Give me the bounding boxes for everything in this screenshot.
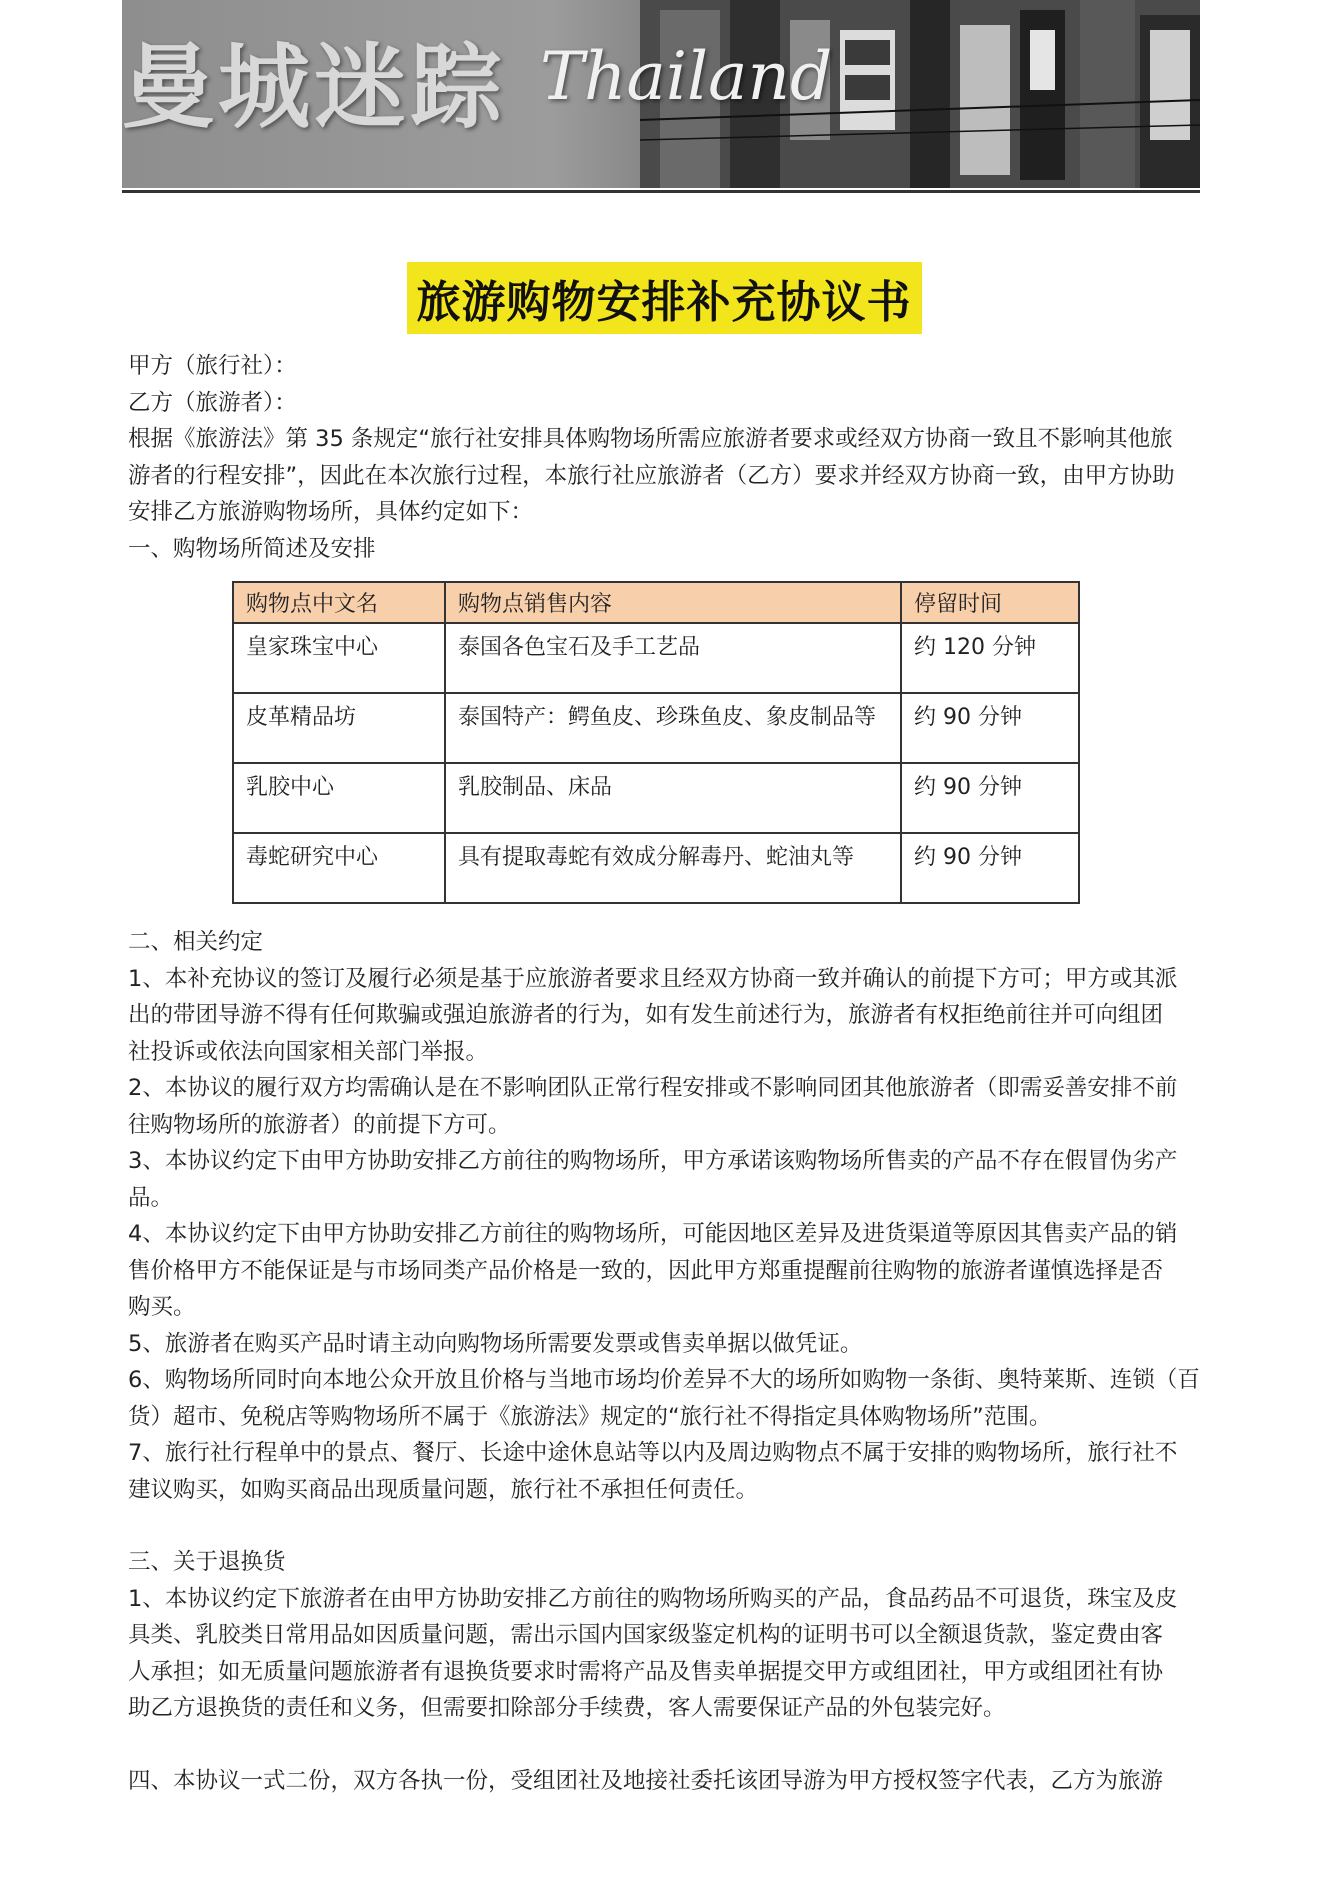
section-3-line: 助乙方退换货的责任和义务，但需要扣除部分手续费，客人需要保证产品的外包装完好。 [128, 1695, 1006, 1721]
table-row [233, 693, 1079, 763]
table-row [233, 623, 1079, 693]
table-row [233, 833, 1079, 903]
section-2-line: 往购物场所的旅游者）的前提下方可。 [128, 1111, 511, 1138]
table-cell: 具有提取毒蛇有效成分解毒丹、蛇油丸等 [445, 833, 901, 903]
intro-line: 游者的行程安排”，因此在本次旅行过程，本旅行社应旅游者（乙方）要求并经双方协商一致，由甲方协助 [128, 462, 1175, 489]
table-header: 停留时间 [901, 582, 1079, 623]
table-cell: 约 120 分钟 [901, 623, 1079, 693]
table-cell: 皇家珠宝中心 [233, 623, 445, 693]
table-cell: 约 90 分钟 [901, 763, 1079, 833]
section-3-heading: 三、关于退换货 [128, 1549, 286, 1575]
section-2-line: 3、本协议约定下由甲方协助安排乙方前往的购物场所，甲方承诺该购物场所售卖的产品不存在假冒伪劣产 [128, 1148, 1178, 1174]
table-header: 购物点销售内容 [445, 582, 901, 623]
table-cell: 皮革精品坊 [233, 693, 445, 763]
document-body [128, 262, 1200, 1799]
section-2-line: 2、本协议的履行双方均需确认是在不影响团队正常行程安排或不影响同团其他旅游者（即需妥善安排不前 [128, 1075, 1178, 1101]
section-2-line: 货）超市、免税店等购物场所不属于《旅游法》规定的“旅行社不得指定具体购物场所”范围。 [128, 1403, 1052, 1430]
party-b-label: 乙方（旅游者）： [128, 389, 297, 416]
spacer [128, 1727, 1200, 1763]
section-2-line: 售价格甲方不能保证是与市场同类产品价格是一致的，因此甲方郑重提醒前往购物的旅游者谨慎选择是否 [128, 1257, 1164, 1284]
brand-title-en: Thailand [540, 38, 833, 115]
section-2-line: 1、本补充协议的签订及履行必须是基于应旅游者要求且经双方协商一致并确认的前提下方可；甲方或其派 [128, 965, 1178, 992]
section-2-line: 7、旅行社行程单中的景点、餐厅、长途中途休息站等以内及周边购物点不属于安排的购物场所，旅行社不 [128, 1440, 1178, 1466]
table-cell: 约 90 分钟 [901, 693, 1079, 763]
section-3-line: 1、本协议约定下旅游者在由甲方协助安排乙方前往的购物场所购买的产品，食品药品不可退货，珠宝及皮 [128, 1585, 1178, 1612]
section-2-line: 社投诉或依法向国家相关部门举报。 [128, 1038, 489, 1065]
intro-line: 安排乙方旅游购物场所，具体约定如下： [128, 499, 534, 525]
title-wrap [128, 262, 1200, 334]
section-2-line: 购买。 [128, 1294, 196, 1320]
table-header: 购物点中文名 [233, 582, 445, 623]
table-cell: 乳胶制品、床品 [445, 763, 901, 833]
section-2-line: 4、本协议约定下由甲方协助安排乙方前往的购物场所，可能因地区差异及进货渠道等原因其售卖产品的销 [128, 1221, 1178, 1247]
header-divider [122, 190, 1200, 193]
section-1-heading: 一、购物场所简述及安排 [128, 535, 376, 562]
section-3-line: 具类、乳胶类日常用品如因质量问题，需出示国内国家级鉴定机构的证明书可以全额退货款，鉴定费由客 [128, 1622, 1164, 1648]
section-2-heading: 二、相关约定 [128, 929, 264, 955]
shopping-table [232, 581, 1080, 904]
section-2-line: 出的带团导游不得有任何欺骗或强迫旅游者的行为，如有发生前述行为，旅游者有权拒绝前往并可向组团 [128, 1002, 1164, 1028]
party-a-label: 甲方（旅行社）： [128, 353, 297, 379]
intro-line: 根据《旅游法》第 35 条规定“旅行社安排具体购物场所需应旅游者要求或经双方协商一致且不影响其他旅 [128, 426, 1173, 452]
table-cell: 约 90 分钟 [901, 833, 1079, 903]
spacer [128, 1508, 1200, 1544]
table-cell: 毒蛇研究中心 [233, 833, 445, 903]
section-2-line: 5、旅游者在购买产品时请主动向购物场所需要发票或售卖单据以做凭证。 [128, 1330, 863, 1357]
table-cell: 乳胶中心 [233, 763, 445, 833]
table-row [233, 763, 1079, 833]
section-2-line: 6、购物场所同时向本地公众开放且价格与当地市场均价差异不大的场所如购物一条街、奥特莱斯、连锁（百 [128, 1367, 1200, 1393]
brand-title-cn: 曼城迷踪 [122, 33, 507, 141]
header-banner [122, 0, 1200, 188]
section-2-line: 建议购买，如购买商品出现质量问题，旅行社不承担任何责任。 [128, 1476, 759, 1503]
table-cell: 泰国各色宝石及手工艺品 [445, 623, 901, 693]
section-3-line: 人承担；如无质量问题旅游者有退换货要求时需将产品及售卖单据提交甲方或组团社，甲方或组团社有协 [128, 1658, 1164, 1685]
table-cell: 泰国特产：鳄鱼皮、珍珠鱼皮、象皮制品等 [445, 693, 901, 763]
section-4-line: 四、本协议一式二份，双方各执一份，受组团社及地接社委托该团导游为甲方授权签字代表，乙方为旅游 [128, 1767, 1164, 1794]
table-header-row [233, 582, 1079, 623]
document-title: 旅游购物安排补充协议书 [407, 262, 922, 334]
section-2-line: 品。 [128, 1184, 174, 1211]
